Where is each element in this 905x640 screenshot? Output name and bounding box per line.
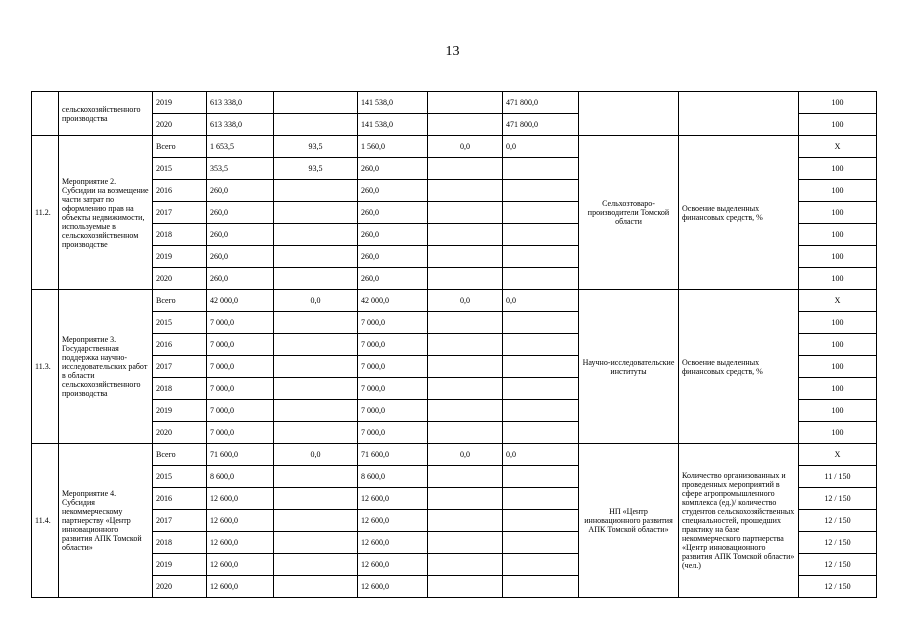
- amount-v3-cell: [428, 422, 503, 444]
- amount-v3-cell: [428, 356, 503, 378]
- amount-total-cell: 12 600,0: [207, 532, 274, 554]
- amount-v2-cell: 12 600,0: [358, 554, 428, 576]
- amount-v2-cell: 12 600,0: [358, 510, 428, 532]
- indicator-value-cell: 100: [799, 268, 877, 290]
- amount-v3-cell: [428, 466, 503, 488]
- indicator-value-cell: 100: [799, 356, 877, 378]
- amount-v3-cell: [428, 114, 503, 136]
- amount-v3-cell: [428, 268, 503, 290]
- amount-total-cell: 353,5: [207, 158, 274, 180]
- amount-v1-cell: [274, 356, 358, 378]
- amount-total-cell: 260,0: [207, 268, 274, 290]
- amount-v2-cell: 260,0: [358, 246, 428, 268]
- amount-v3-cell: [428, 532, 503, 554]
- amount-v4-cell: [503, 180, 579, 202]
- item-number: [32, 92, 59, 136]
- amount-v1-cell: [274, 554, 358, 576]
- year-cell: 2020: [153, 422, 207, 444]
- amount-v2-cell: 12 600,0: [358, 488, 428, 510]
- executor-cell: [579, 92, 679, 136]
- amount-v3-cell: [428, 180, 503, 202]
- table-row: [32, 136, 877, 158]
- amount-v2-cell: 7 000,0: [358, 312, 428, 334]
- amount-total-cell: 613 338,0: [207, 92, 274, 114]
- year-cell: 2017: [153, 202, 207, 224]
- amount-total-cell: 12 600,0: [207, 554, 274, 576]
- executor-cell: Научно-исследовательские институты: [579, 290, 679, 444]
- amount-v4-cell: 0,0: [503, 444, 579, 466]
- indicator-value-cell: 100: [799, 312, 877, 334]
- indicator-cell: [679, 92, 799, 136]
- table-body: [32, 92, 877, 598]
- amount-v4-cell: [503, 158, 579, 180]
- indicator-value-cell: 100: [799, 246, 877, 268]
- amount-v3-cell: 0,0: [428, 444, 503, 466]
- amount-v2-cell: 260,0: [358, 224, 428, 246]
- amount-v1-cell: 0,0: [274, 444, 358, 466]
- amount-total-cell: 12 600,0: [207, 510, 274, 532]
- amount-v4-cell: [503, 400, 579, 422]
- amount-v2-cell: 260,0: [358, 180, 428, 202]
- amount-v3-cell: [428, 202, 503, 224]
- amount-v3-cell: [428, 576, 503, 598]
- budget-table: [31, 91, 877, 598]
- indicator-value-cell: 100: [799, 224, 877, 246]
- amount-total-cell: 7 000,0: [207, 400, 274, 422]
- year-cell: 2020: [153, 114, 207, 136]
- amount-v1-cell: [274, 532, 358, 554]
- year-cell: 2015: [153, 466, 207, 488]
- amount-v1-cell: [274, 246, 358, 268]
- indicator-value-cell: 100: [799, 378, 877, 400]
- amount-v3-cell: [428, 312, 503, 334]
- amount-total-cell: 7 000,0: [207, 312, 274, 334]
- item-number: 11.3.: [32, 290, 59, 444]
- amount-total-cell: 260,0: [207, 202, 274, 224]
- amount-v3-cell: [428, 92, 503, 114]
- amount-v3-cell: [428, 400, 503, 422]
- item-number: 11.2.: [32, 136, 59, 290]
- amount-v4-cell: 471 800,0: [503, 92, 579, 114]
- amount-v2-cell: 260,0: [358, 202, 428, 224]
- amount-v2-cell: 260,0: [358, 158, 428, 180]
- amount-v2-cell: 71 600,0: [358, 444, 428, 466]
- amount-v4-cell: [503, 510, 579, 532]
- indicator-cell: Освоение выделенных финансовых средств, %: [679, 290, 799, 444]
- amount-v1-cell: [274, 202, 358, 224]
- year-cell: 2020: [153, 268, 207, 290]
- amount-v4-cell: [503, 312, 579, 334]
- amount-v1-cell: 93,5: [274, 158, 358, 180]
- amount-v2-cell: 8 600,0: [358, 466, 428, 488]
- amount-v2-cell: 12 600,0: [358, 576, 428, 598]
- amount-v4-cell: [503, 378, 579, 400]
- indicator-value-cell: 100: [799, 180, 877, 202]
- amount-v3-cell: 0,0: [428, 290, 503, 312]
- amount-v3-cell: [428, 224, 503, 246]
- amount-v1-cell: [274, 488, 358, 510]
- year-cell: 2017: [153, 356, 207, 378]
- amount-v1-cell: [274, 334, 358, 356]
- amount-v4-cell: [503, 224, 579, 246]
- amount-v4-cell: [503, 268, 579, 290]
- year-cell: 2019: [153, 92, 207, 114]
- year-cell: 2018: [153, 224, 207, 246]
- amount-v4-cell: [503, 532, 579, 554]
- amount-total-cell: 260,0: [207, 180, 274, 202]
- amount-total-cell: 7 000,0: [207, 378, 274, 400]
- amount-v1-cell: [274, 576, 358, 598]
- amount-v4-cell: [503, 576, 579, 598]
- amount-v1-cell: [274, 92, 358, 114]
- indicator-value-cell: 12 / 150: [799, 554, 877, 576]
- amount-v1-cell: [274, 114, 358, 136]
- year-cell: 2019: [153, 400, 207, 422]
- amount-v1-cell: [274, 400, 358, 422]
- year-cell: 2016: [153, 488, 207, 510]
- indicator-value-cell: 100: [799, 158, 877, 180]
- amount-v3-cell: [428, 334, 503, 356]
- amount-v4-cell: [503, 554, 579, 576]
- amount-v1-cell: 93,5: [274, 136, 358, 158]
- amount-v2-cell: 141 538,0: [358, 92, 428, 114]
- amount-total-cell: 1 653,5: [207, 136, 274, 158]
- indicator-value-cell: 100: [799, 400, 877, 422]
- amount-v4-cell: [503, 356, 579, 378]
- year-cell: 2017: [153, 510, 207, 532]
- table-row: [32, 92, 877, 114]
- amount-v2-cell: 1 560,0: [358, 136, 428, 158]
- indicator-value-cell: 100: [799, 422, 877, 444]
- indicator-value-cell: 100: [799, 114, 877, 136]
- amount-v2-cell: 12 600,0: [358, 532, 428, 554]
- amount-total-cell: 8 600,0: [207, 466, 274, 488]
- year-cell: 2019: [153, 554, 207, 576]
- indicator-value-cell: 11 / 150: [799, 466, 877, 488]
- indicator-value-cell: 12 / 150: [799, 532, 877, 554]
- amount-v3-cell: [428, 554, 503, 576]
- amount-v2-cell: 141 538,0: [358, 114, 428, 136]
- year-cell: 2016: [153, 334, 207, 356]
- amount-v1-cell: [274, 466, 358, 488]
- amount-v2-cell: 42 000,0: [358, 290, 428, 312]
- amount-total-cell: 7 000,0: [207, 422, 274, 444]
- amount-total-cell: 260,0: [207, 246, 274, 268]
- amount-total-cell: 7 000,0: [207, 334, 274, 356]
- amount-v4-cell: [503, 202, 579, 224]
- amount-v3-cell: [428, 488, 503, 510]
- year-cell: 2018: [153, 378, 207, 400]
- table-row: [32, 444, 877, 466]
- executor-cell: Сельхозтоваро-производители Томской области: [579, 136, 679, 290]
- amount-v3-cell: 0,0: [428, 136, 503, 158]
- amount-v4-cell: [503, 334, 579, 356]
- amount-total-cell: 71 600,0: [207, 444, 274, 466]
- amount-total-cell: 613 338,0: [207, 114, 274, 136]
- amount-v3-cell: [428, 246, 503, 268]
- amount-v1-cell: 0,0: [274, 290, 358, 312]
- amount-v4-cell: [503, 466, 579, 488]
- item-name: сельскохозяйственного производства: [59, 92, 153, 136]
- indicator-value-cell: Х: [799, 290, 877, 312]
- year-cell: 2015: [153, 312, 207, 334]
- amount-v4-cell: [503, 422, 579, 444]
- indicator-cell: Освоение выделенных финансовых средств, %: [679, 136, 799, 290]
- year-cell: 2018: [153, 532, 207, 554]
- amount-v1-cell: [274, 268, 358, 290]
- amount-v1-cell: [274, 510, 358, 532]
- amount-v1-cell: [274, 378, 358, 400]
- indicator-value-cell: 12 / 150: [799, 488, 877, 510]
- indicator-value-cell: 100: [799, 202, 877, 224]
- amount-v4-cell: [503, 488, 579, 510]
- amount-v1-cell: [274, 180, 358, 202]
- item-name: Мероприятие 2. Субсидии на возмещение части затрат по оформлению прав на объекты недвижимости, используемые в сельскохозяйственном производстве: [59, 136, 153, 290]
- executor-cell: НП «Центр инновационного развития АПК Томской области»: [579, 444, 679, 598]
- item-name: Мероприятие 3. Государственная поддержка научно-исследовательских работ в области сельскохозяйственного производства: [59, 290, 153, 444]
- indicator-value-cell: Х: [799, 444, 877, 466]
- amount-v4-cell: 471 800,0: [503, 114, 579, 136]
- indicator-value-cell: 12 / 150: [799, 576, 877, 598]
- year-cell: 2016: [153, 180, 207, 202]
- amount-v3-cell: [428, 158, 503, 180]
- year-cell: 2020: [153, 576, 207, 598]
- item-number: 11.4.: [32, 444, 59, 598]
- amount-v2-cell: 7 000,0: [358, 378, 428, 400]
- year-cell: Всего: [153, 444, 207, 466]
- year-cell: 2019: [153, 246, 207, 268]
- amount-v1-cell: [274, 422, 358, 444]
- amount-v1-cell: [274, 312, 358, 334]
- amount-total-cell: 12 600,0: [207, 576, 274, 598]
- amount-v2-cell: 7 000,0: [358, 400, 428, 422]
- amount-v4-cell: 0,0: [503, 136, 579, 158]
- year-cell: Всего: [153, 290, 207, 312]
- amount-total-cell: 7 000,0: [207, 356, 274, 378]
- amount-v3-cell: [428, 378, 503, 400]
- year-cell: Всего: [153, 136, 207, 158]
- amount-total-cell: 12 600,0: [207, 488, 274, 510]
- amount-v2-cell: 7 000,0: [358, 356, 428, 378]
- year-cell: 2015: [153, 158, 207, 180]
- indicator-value-cell: Х: [799, 136, 877, 158]
- indicator-value-cell: 100: [799, 334, 877, 356]
- indicator-cell: Количество организованных и проведенных мероприятий в сфере агропромышленного комплекса (ед.)/ количество студентов сельскохозяйственных специальностей, прошедших практику на базе некоммерческого партнерства «Центр инновационного развития АПК Томской области» (чел.): [679, 444, 799, 598]
- item-name: Мероприятие 4. Субсидия некоммерческому партнерству «Центр инновационного развития АПК Томской области»: [59, 444, 153, 598]
- amount-total-cell: 42 000,0: [207, 290, 274, 312]
- amount-v2-cell: 7 000,0: [358, 422, 428, 444]
- amount-total-cell: 260,0: [207, 224, 274, 246]
- amount-v2-cell: 260,0: [358, 268, 428, 290]
- indicator-value-cell: 12 / 150: [799, 510, 877, 532]
- page-number: 13: [445, 44, 460, 59]
- amount-v2-cell: 7 000,0: [358, 334, 428, 356]
- table-row: [32, 290, 877, 312]
- amount-v1-cell: [274, 224, 358, 246]
- amount-v3-cell: [428, 510, 503, 532]
- amount-v4-cell: [503, 246, 579, 268]
- indicator-value-cell: 100: [799, 92, 877, 114]
- amount-v4-cell: 0,0: [503, 290, 579, 312]
